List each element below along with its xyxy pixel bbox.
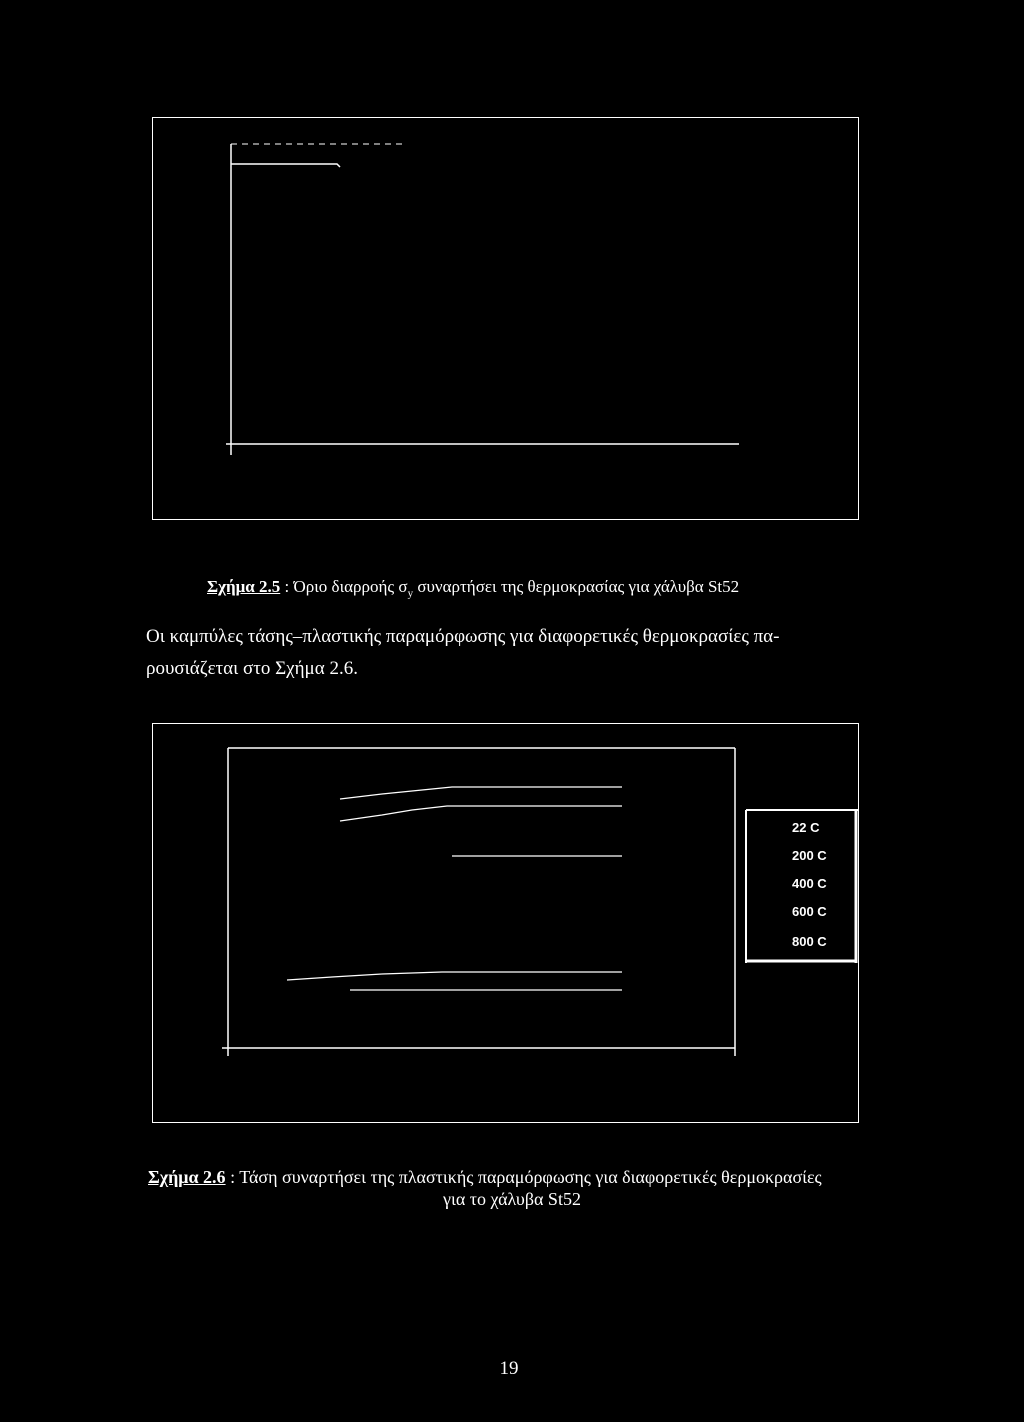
figure-2-5-frame xyxy=(152,117,859,520)
page-number: 19 xyxy=(499,1358,519,1379)
legend-item-22c: 22 C xyxy=(792,820,820,835)
figure-2-5-caption xyxy=(207,576,739,604)
figure-2-5-caption-sub: y xyxy=(407,587,414,600)
figure-2-6-caption-text: : Τάση συναρτήσει της πλαστικής παραμόρφωσης για διαφορετικές θερμοκρασίες xyxy=(225,1167,822,1187)
figure-2-5-caption-rest: συναρτήσει της θερμοκρασίας για χάλυβα St52 xyxy=(413,577,740,596)
figure-2-6-ref: Σχήμα 2.6 xyxy=(148,1167,226,1187)
figure-2-5-plot xyxy=(152,117,859,520)
legend-item-200c: 200 C xyxy=(792,848,827,863)
curve-22c xyxy=(340,787,622,799)
figure-2-6-caption-line-2: για το χάλυβα St52 xyxy=(443,1189,581,1209)
figure-2-6-caption xyxy=(148,1166,876,1210)
figure-2-6-plot xyxy=(152,723,859,1123)
yield-curve xyxy=(231,164,340,167)
paragraph-line-1: Οι καμπύλες τάσης–πλαστικής παραμόρφωσης για διαφορετικές θερμοκρασίες πα- xyxy=(146,626,780,647)
body-paragraph xyxy=(146,622,876,683)
legend-item-400c: 400 C xyxy=(792,876,827,891)
figure-2-5-ref: Σχήμα 2.5 xyxy=(207,577,281,596)
legend-item-800c: 800 C xyxy=(792,934,827,949)
legend-item-600c: 600 C xyxy=(792,904,827,919)
paragraph-line-2: ρουσιάζεται στο Σχήμα 2.6. xyxy=(146,658,358,679)
figure-2-5-caption-text: : Όριο διαρροής σ xyxy=(280,577,408,596)
curve-200c xyxy=(340,806,622,821)
curve-600c xyxy=(287,972,622,980)
figure-2-6-frame xyxy=(152,723,859,1123)
